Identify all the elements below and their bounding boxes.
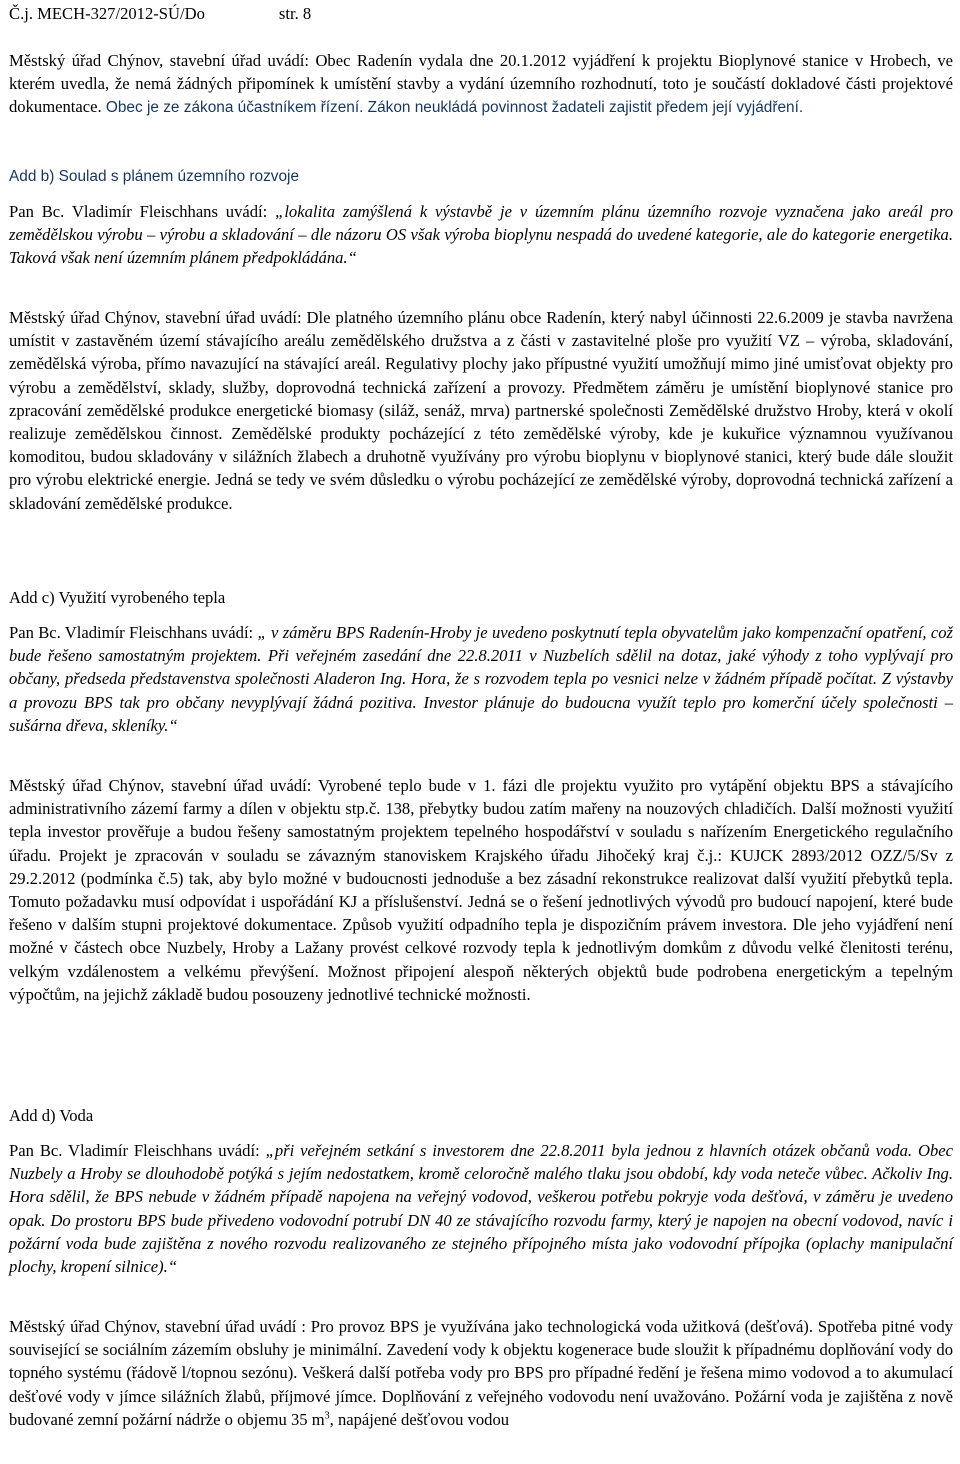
paragraph-text: Pan Bc. Vladimír Fleischhans uvádí:: [9, 202, 276, 221]
paragraph-fleischhans-b: [9, 200, 953, 270]
quoted-text: „lokalita zamýšlená k výstavbě je v územním plánu územního rozvoje vyznačena jako areál pro zemědělskou výrobu – výrobu a skladování – dle názoru OS však výroba bioplynu nespadá do uvedené kategorie, ale do kategorie energetika. Taková však není územním plánem předpokládána.“: [9, 202, 953, 268]
paragraph-urad-b: Městský úřad Chýnov, stavební úřad uvádí: Dle platného územního plánu obce Radenín, který nabyl účinnosti 22.6.2009 je stavba navržena umístit v zastavěném území stávajícího areálu zemědělského družstva a z části v zastavitelné ploše pro využití VZ – výroba, skladování, zemědělská výroba, přímo navazující na stávající areál. Regulativy plochy jako přípustné využití umožňují mimo jiné umisťovat objekty pro výrobu a zemědělství, sklady, služby, doprovodná technická zařízení a provozy. Předmětem záměru je umístění bioplynové stanice pro zpracování zemědělské produkce energetické biomasy (siláž, senáž, mrva) partnerské společnosti Zemědělské družstvo Hroby, která v okolí realizuje zemědělskou činnost. Zemědělské produkty pocházející z této zemědělské výroby, kde je kukuřice významnou využívanou komoditou, budou skladovány v silážních žlabech a druhotně využívány pro výrobu bioplynu v bioplynové stanici, který bude dále sloužit pro výrobu elektrické energie. Jedná se tedy ve svém důsledku o výrobu pocházející ze zemědělské výroby, doprovodná technická zařízení a skladování zemědělské produkce.: [9, 308, 953, 513]
quoted-text: „ v záměru BPS Radenín-Hroby je uvedeno poskytnutí tepla obyvatelům jako kompenzační opatření, což bude řešeno samostatným projektem. Při veřejném zasedání dne 22.8.2011 v Nuzbelích sdělil na dotaz, jaké výhody z toho vyplývají pro občany, předseda představenstva společnosti Aladeron Ing. Hora, že s rozvodem tepla po vesnici nelze v žádném případě počítat. Z výstavby a provozu BPS tak pro občany nevyplývají žádná pozitiva. Investor plánuje do budoucna využít teplo pro komerční účely společnosti – sušárna dřeva, skleníky.“: [9, 623, 954, 735]
paragraph-fleischhans-d: [9, 1139, 953, 1278]
page-header: [9, 2, 311, 25]
paragraph-text: Pan Bc. Vladimír Fleischhans uvádí:: [9, 1141, 266, 1160]
superscript: 3: [324, 1410, 330, 1422]
paragraph-obec-radenin: [9, 49, 953, 120]
quoted-text: „při veřejném setkání s investorem dne 22.8.2011 byla jednou z hlavních otázek občanů voda. Obec Nuzbely a Hroby se dlouhodobě potýká s jejím nedostatkem, kromě celoročně malého tlaku jsou období, kdy voda neteče vůbec. Ačkoliv Ing. Hora sdělil, že BPS nebude v žádném případě napojena na veřejný vodovod, veškerou potřebu pokryje voda dešťová, v záměru je uvedeno opak. Do prostoru BPS bude přivedeno vodovodní potrubí DN 40 ze stávajícího rozvodu farmy, který je napojen na obecní vodovod, navíc i požární voda bude zajištěna z nového rozvodu realizovaného ze stejného přípojného místa jako vodovodní přípojka (oplachy manipulační plochy, kropení silnice).“: [9, 1141, 954, 1277]
heading-add-c: Add c) Využití vyrobeného tepla: [9, 588, 226, 607]
paragraph-text: Pan Bc. Vladimír Fleischhans uvádí:: [9, 623, 258, 642]
paragraph-highlight: Obec je ze zákona účastníkem řízení. Zákon neukládá povinnost žadateli zajistit předem její vyjádření.: [101, 99, 804, 117]
paragraph-urad-d: [9, 1315, 953, 1431]
paragraph-text: Městský úřad Chýnov, stavební úřad uvádí: Obec Radenín vydala dne 20.1.2012 vyjádření k projektu Bioplynové stanice v Hrobech, ve kterém uvedla, že nemá žádných připomínek k umístění stavby a vydání územního rozhodnutí, toto je součástí dokladové části projektové dokumentace.: [9, 51, 953, 117]
heading-add-b: Add b) Soulad s plánem územního rozvoje: [9, 168, 300, 185]
paragraph-text: Městský úřad Chýnov, stavební úřad uvádí : Pro provoz BPS je využívána jako technologická voda užitková (dešťová). Spotřeba pitné vody související se sociálním zázemím obsluhy je minimální. Zavedení vody k objektu kogenerace bude sloužit k případnému doplňování vody do topného systému (řádově l/topnou sezónu). Veškerá další potřeba vody pro BPS pro případné ředění je řešena mimo vodovod a to akumulací dešťové vody v jímce silážních žlabů, příjmové jímce. Doplňování z veřejného vodovodu není uvažováno.: [9, 1317, 953, 1406]
paragraph-fleischhans-c: [9, 621, 953, 737]
heading-add-d: Add d) Voda: [9, 1106, 94, 1125]
paragraph-text-continued: Požární voda je zajištěna z nově budované zemní požární nádrže o objemu 35 m: [9, 1386, 953, 1429]
document-reference: Č.j. MECH-327/2012-SÚ/Do: [9, 4, 205, 23]
paragraph-text-tail: , napájené dešťovou vodou: [329, 1409, 510, 1429]
page-number: str. 8: [278, 4, 312, 23]
paragraph-urad-c: Městský úřad Chýnov, stavební úřad uvádí: Vyrobené teplo bude v 1. fázi dle projektu využito pro vytápění objektu BPS a stávajícího administrativního zázemí farmy a dílen v objektu stp.č. 138, přebytky budou zatím mařeny na nouzových chladičích. Další možnosti využití tepla investor prověřuje a budou řešeny samostatným projektem tepelného hospodářství v souladu s nařízením Energetického regulačního úřadu. Projekt je zpracován v souladu se závazným stanoviskem Krajského úřadu Jihočeký kraj č.j.: KUJCK 2893/2012 OZZ/5/Sv z 29.2.2012 (podmínka č.5) tak, aby bylo možné v budoucnosti jednoduše a bez zásadní rekonstrukce realizovat další využití přebytků tepla. Tomuto požadavku musí odpovídat i uspořádání KJ a příslušenství. Jedná se o řešení jednotlivých vývodů pro budoucí napojení, které bude řešeno v dalším stupni projektové dokumentace. Způsob využití odpadního tepla je dispozičním právem investora. Dle jeho vyjádření není možné v částech obce Nuzbely, Hroby a Lažany provést celkové rozvody tepla k jednotlivým domkům z důvodu velké členitosti terénu, velkým vzdálenostem a velkému převýšení. Možnost připojení alespoň některých objektů bude podrobena energetickým a tepelným výpočtům, na jejichž základě budou posouzeny jednotlivé technické možnosti.: [9, 776, 953, 1004]
